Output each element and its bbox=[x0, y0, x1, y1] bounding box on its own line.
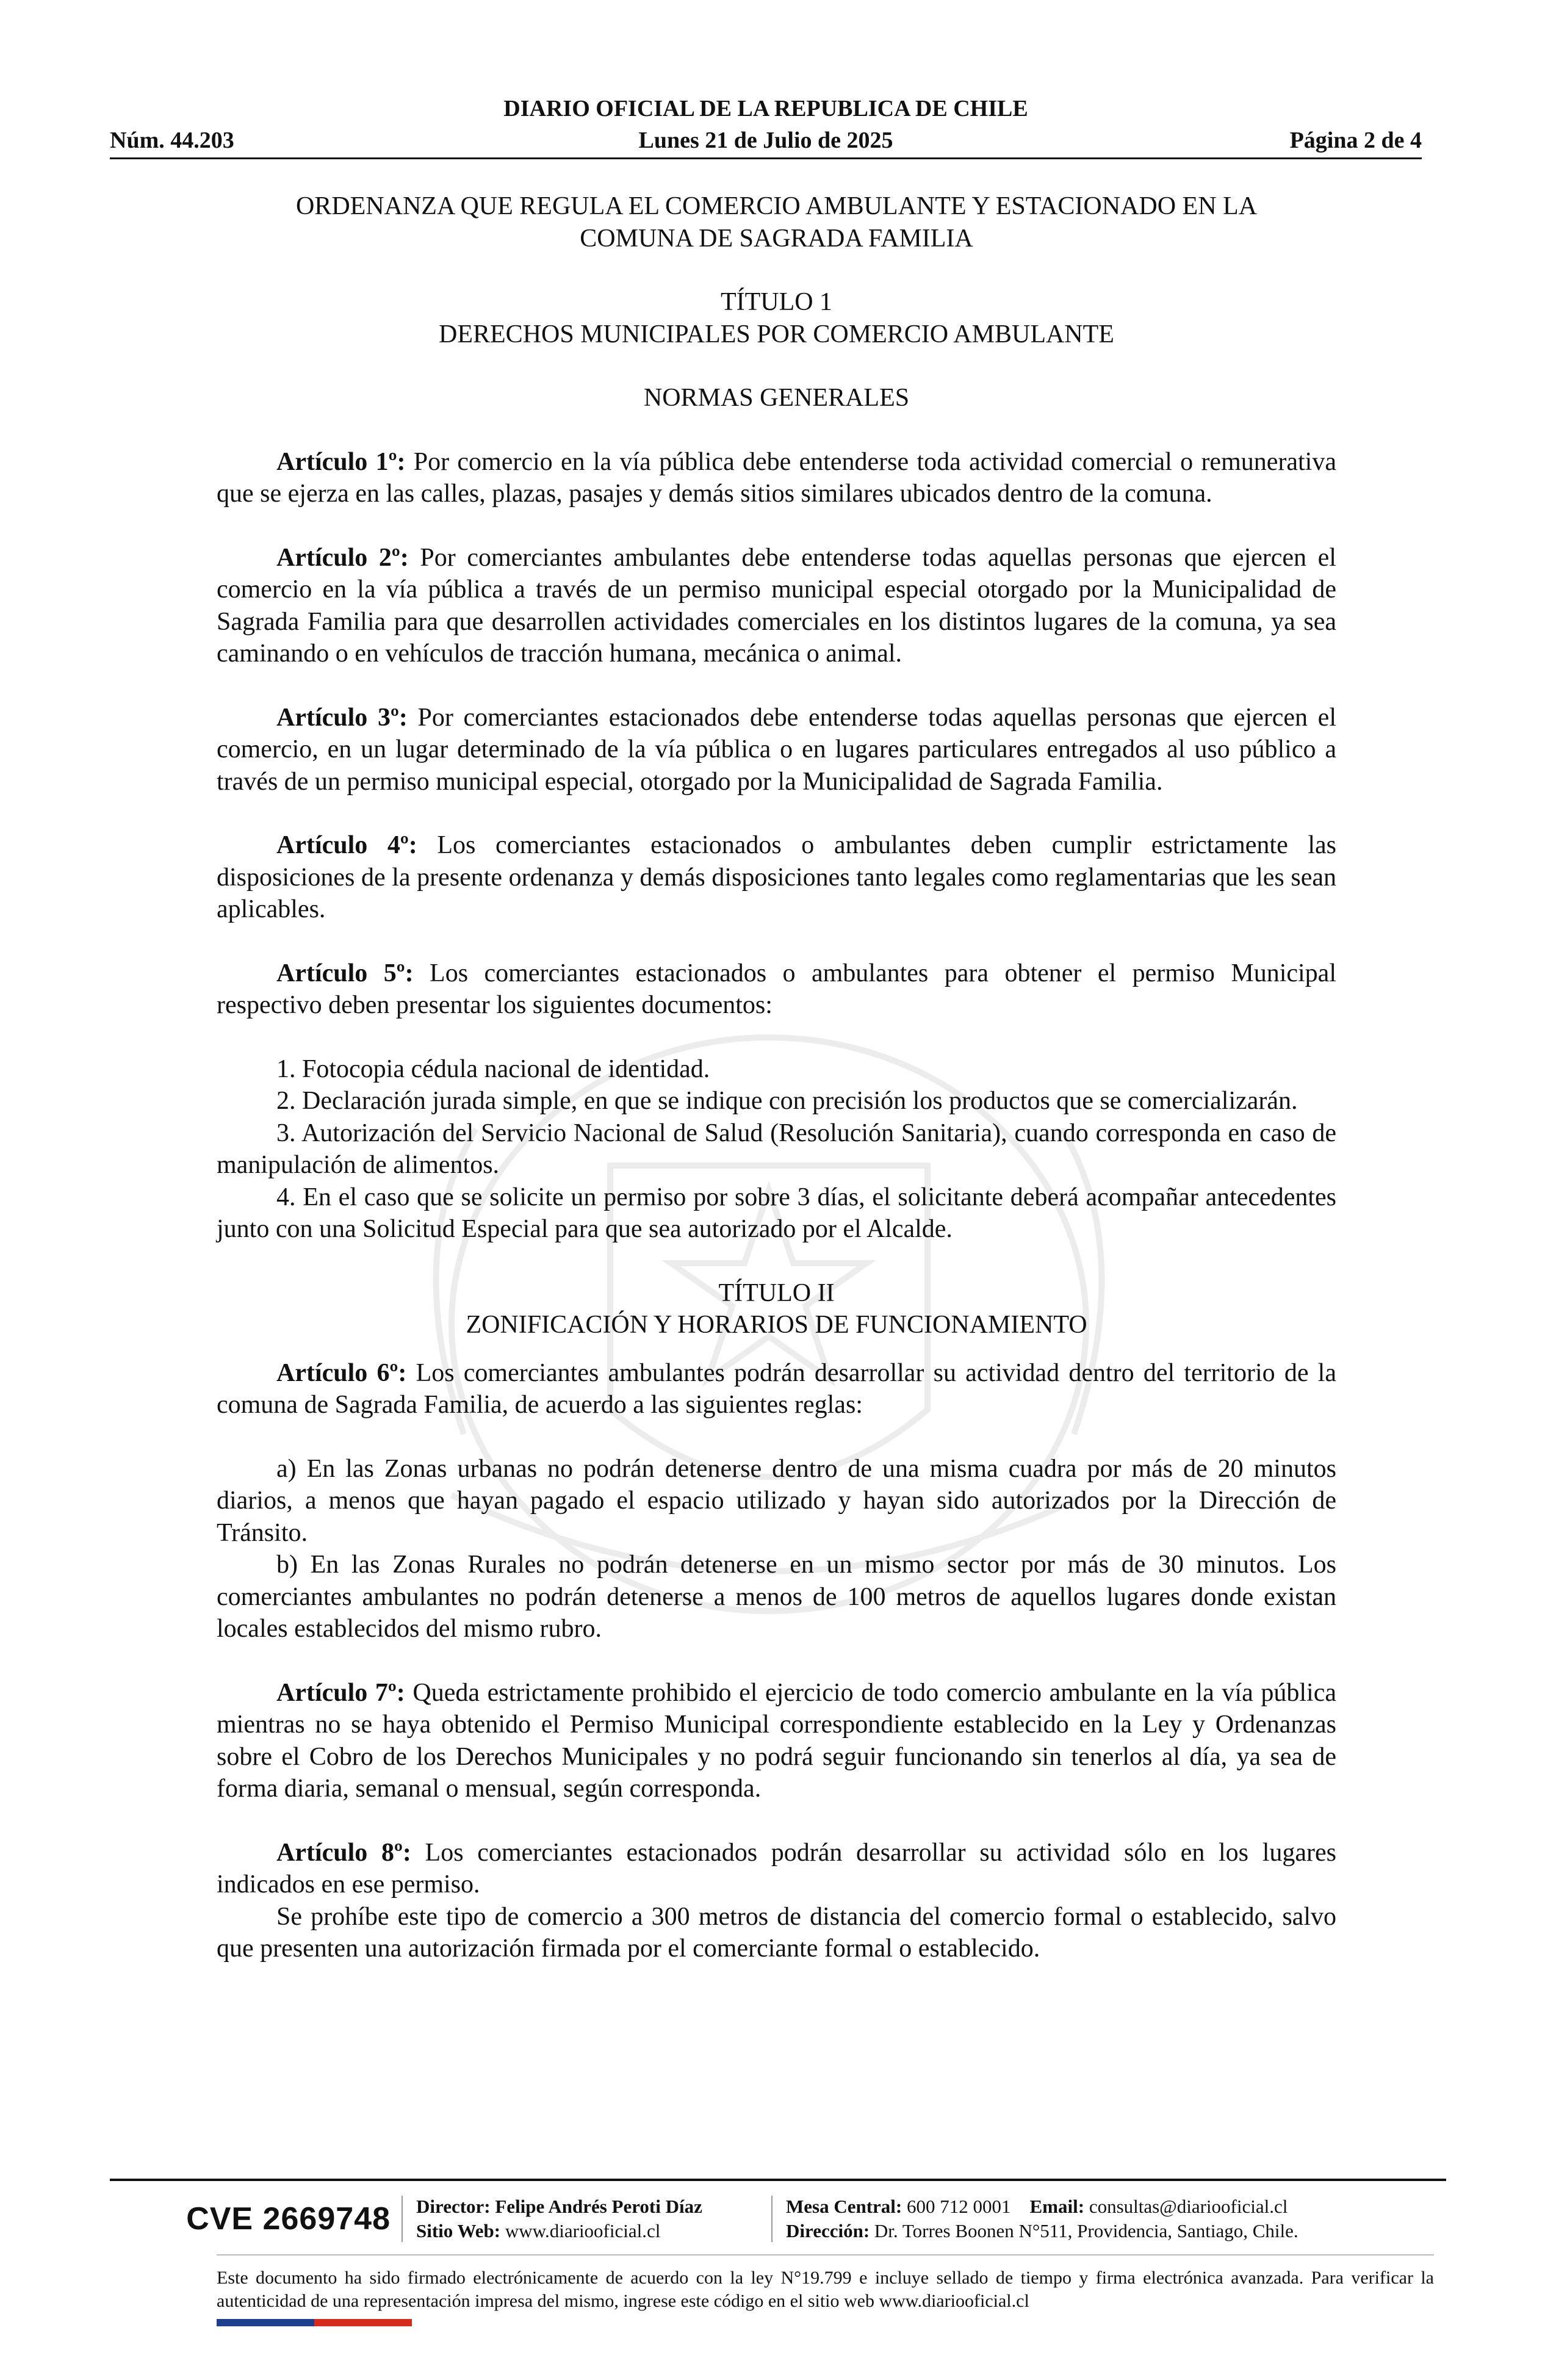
article-7-text: Queda estrictamente prohibido el ejercicio de todo comercio ambulante en la vía pública mientras no se haya obtenido el Permiso Municipal correspondiente establecido en la Ley y Ordenanzas sobre el Cobro de los Derechos Municipales y no podrá seguir funcionando sin tenerlos al día, ya sea de forma diaria, semanal o mensual, según corresponda. bbox=[217, 1678, 1336, 1803]
titulo-1-name: DERECHOS MUNICIPALES POR COMERCIO AMBULANTE bbox=[439, 320, 1114, 348]
title-line-2: COMUNA DE SAGRADA FAMILIA bbox=[580, 224, 973, 253]
article-8-text: Los comerciantes estacionados podrán desarrollar su actividad sólo en los lugares indicados en ese permiso. bbox=[217, 1838, 1336, 1899]
article-6-item: a) En las Zonas urbanas no podrán detenerse dentro de una misma cuadra por más de 20 minutos diarios, a menos que hayan pagado el espacio utilizado y hayan sido autorizados por la Dirección de Tránsito. bbox=[217, 1454, 1336, 1547]
director-name: Felipe Andrés Peroti Díaz bbox=[495, 2196, 702, 2217]
publication-name: DIARIO OFICIAL DE LA REPUBLICA DE CHILE bbox=[503, 96, 1028, 121]
article-5 bbox=[217, 957, 1336, 1022]
article-6-label: Artículo 6º: bbox=[276, 1358, 407, 1387]
footer-director-block bbox=[403, 2194, 771, 2243]
email-label: Email: bbox=[1029, 2196, 1085, 2217]
footer-contact-block bbox=[773, 2194, 1422, 2243]
mesa-central-phone: 600 712 0001 bbox=[907, 2196, 1011, 2217]
website-link[interactable]: www.diariooficial.cl bbox=[505, 2220, 661, 2241]
article-7 bbox=[217, 1677, 1336, 1805]
titulo-1-heading: TÍTULO 1 bbox=[720, 288, 833, 316]
header-rule bbox=[110, 157, 1422, 159]
article-4 bbox=[217, 829, 1336, 926]
address-label: Dirección: bbox=[786, 2220, 870, 2241]
flag-color-bar bbox=[217, 2319, 412, 2326]
footer-rule bbox=[110, 2179, 1446, 2181]
article-8-paragraph-2: Se prohíbe este tipo de comercio a 300 metros de distancia del comercio formal o establecido, salvo que presenten una autorización firmada por el comerciante formal o establecido. bbox=[217, 1902, 1336, 1963]
article-4-label: Artículo 4º: bbox=[276, 831, 417, 859]
article-1-text: Por comercio en la vía pública debe entenderse toda actividad comercial o remunerativa que se ejerza en las calles, plazas, pasajes y demás sitios similares ubicados dentro de la comuna. bbox=[217, 447, 1336, 508]
titulo-2-heading: TÍTULO II bbox=[718, 1278, 835, 1307]
electronic-signature-notice: Este documento ha sido firmado electrónicamente de acuerdo con la ley N°19.799 e incluye sellado de tiempo y firma electrónica avanzada. Para verificar la autenticidad de una representación impresa del mismo, ingrese este código en el sitio web www.diariooficial.cl bbox=[217, 2268, 1434, 2311]
page-header bbox=[110, 93, 1422, 159]
article-3-label: Artículo 3º: bbox=[276, 703, 408, 732]
article-5-item: 1. Fotocopia cédula nacional de identidad. bbox=[276, 1055, 710, 1083]
article-6-item: b) En las Zonas Rurales no podrán detenerse en un mismo sector por más de 30 minutos. Los comerciantes ambulantes no podrán detenerse a menos de 100 metros de aquellos lugares donde existan locales establecidos del mismo rubro. bbox=[217, 1551, 1336, 1643]
article-5-item: 2. Declaración jurada simple, en que se indique con precisión los productos que se comercializarán. bbox=[276, 1087, 1298, 1115]
cve-code: CVE 2669748 bbox=[186, 2201, 391, 2237]
director-label: Director: bbox=[416, 2196, 491, 2217]
website-label: Sitio Web: bbox=[416, 2220, 501, 2241]
article-8-label: Artículo 8º: bbox=[276, 1838, 411, 1867]
article-2 bbox=[217, 542, 1336, 670]
article-1-label: Artículo 1º: bbox=[276, 447, 406, 476]
article-3 bbox=[217, 702, 1336, 798]
article-5-item: 3. Autorización del Servicio Nacional de Salud (Resolución Sanitaria), cuando corresponda en caso de manipulación de alimentos. bbox=[217, 1119, 1336, 1179]
article-4-text: Los comerciantes estacionados o ambulantes deben cumplir estrictamente las disposiciones de la presente ordenanza y demás disposiciones tanto legales como reglamentarias que les sean aplicables. bbox=[217, 831, 1336, 923]
article-6 bbox=[217, 1357, 1336, 1421]
article-7-label: Artículo 7º: bbox=[276, 1678, 405, 1707]
article-5-item: 4. En el caso que se solicite un permiso por sobre 3 días, el solicitante deberá acompañar antecedentes junto con una Solicitud Especial para que sea autorizado por el Alcalde. bbox=[217, 1183, 1336, 1243]
article-5-text: Los comerciantes estacionados o ambulantes para obtener el permiso Municipal respectivo deben presentar los siguientes documentos: bbox=[217, 959, 1336, 1019]
article-8 bbox=[217, 1837, 1336, 1901]
issue-number: Núm. 44.203 bbox=[110, 128, 234, 153]
titulo-2-name: ZONIFICACIÓN Y HORARIOS DE FUNCIONAMIENTO bbox=[466, 1311, 1087, 1339]
mesa-central-label: Mesa Central: bbox=[786, 2196, 902, 2217]
article-5-label: Artículo 5º: bbox=[276, 959, 414, 987]
page-footer bbox=[110, 2179, 1446, 2326]
issue-date: Lunes 21 de Julio de 2025 bbox=[638, 128, 893, 153]
normas-generales-heading: NORMAS GENERALES bbox=[643, 384, 910, 412]
title-line-1: ORDENANZA QUE REGULA EL COMERCIO AMBULANTE Y ESTACIONADO EN LA bbox=[295, 192, 1258, 220]
document-body bbox=[217, 190, 1336, 1965]
email-link[interactable]: consultas@diariooficial.cl bbox=[1089, 2196, 1288, 2217]
article-2-text: Por comerciantes ambulantes debe entenderse todas aquellas personas que ejercen el comercio en la vía pública a través de un permiso municipal especial otorgado por la Municipalidad de Sagrada Familia para que desarrollen actividades comerciales en los distintos lugares de la comuna, ya sea caminando o en vehículos de tracción humana, mecánica o animal. bbox=[217, 543, 1336, 668]
page-number: Página 2 de 4 bbox=[1289, 128, 1422, 153]
article-6-text: Los comerciantes ambulantes podrán desarrollar su actividad dentro del territorio de la comuna de Sagrada Familia, de acuerdo a las siguientes reglas: bbox=[217, 1358, 1336, 1419]
address-text: Dr. Torres Boonen N°511, Providencia, Santiago, Chile. bbox=[874, 2220, 1298, 2241]
article-2-label: Artículo 2º: bbox=[276, 543, 409, 572]
article-1 bbox=[217, 446, 1336, 510]
article-3-text: Por comerciantes estacionados debe entenderse todas aquellas personas que ejercen el comercio, en un lugar determinado de la vía pública o en lugares particulares entregados al uso público a través de un permiso municipal especial, otorgado por la Municipalidad de Sagrada Familia. bbox=[217, 703, 1336, 796]
